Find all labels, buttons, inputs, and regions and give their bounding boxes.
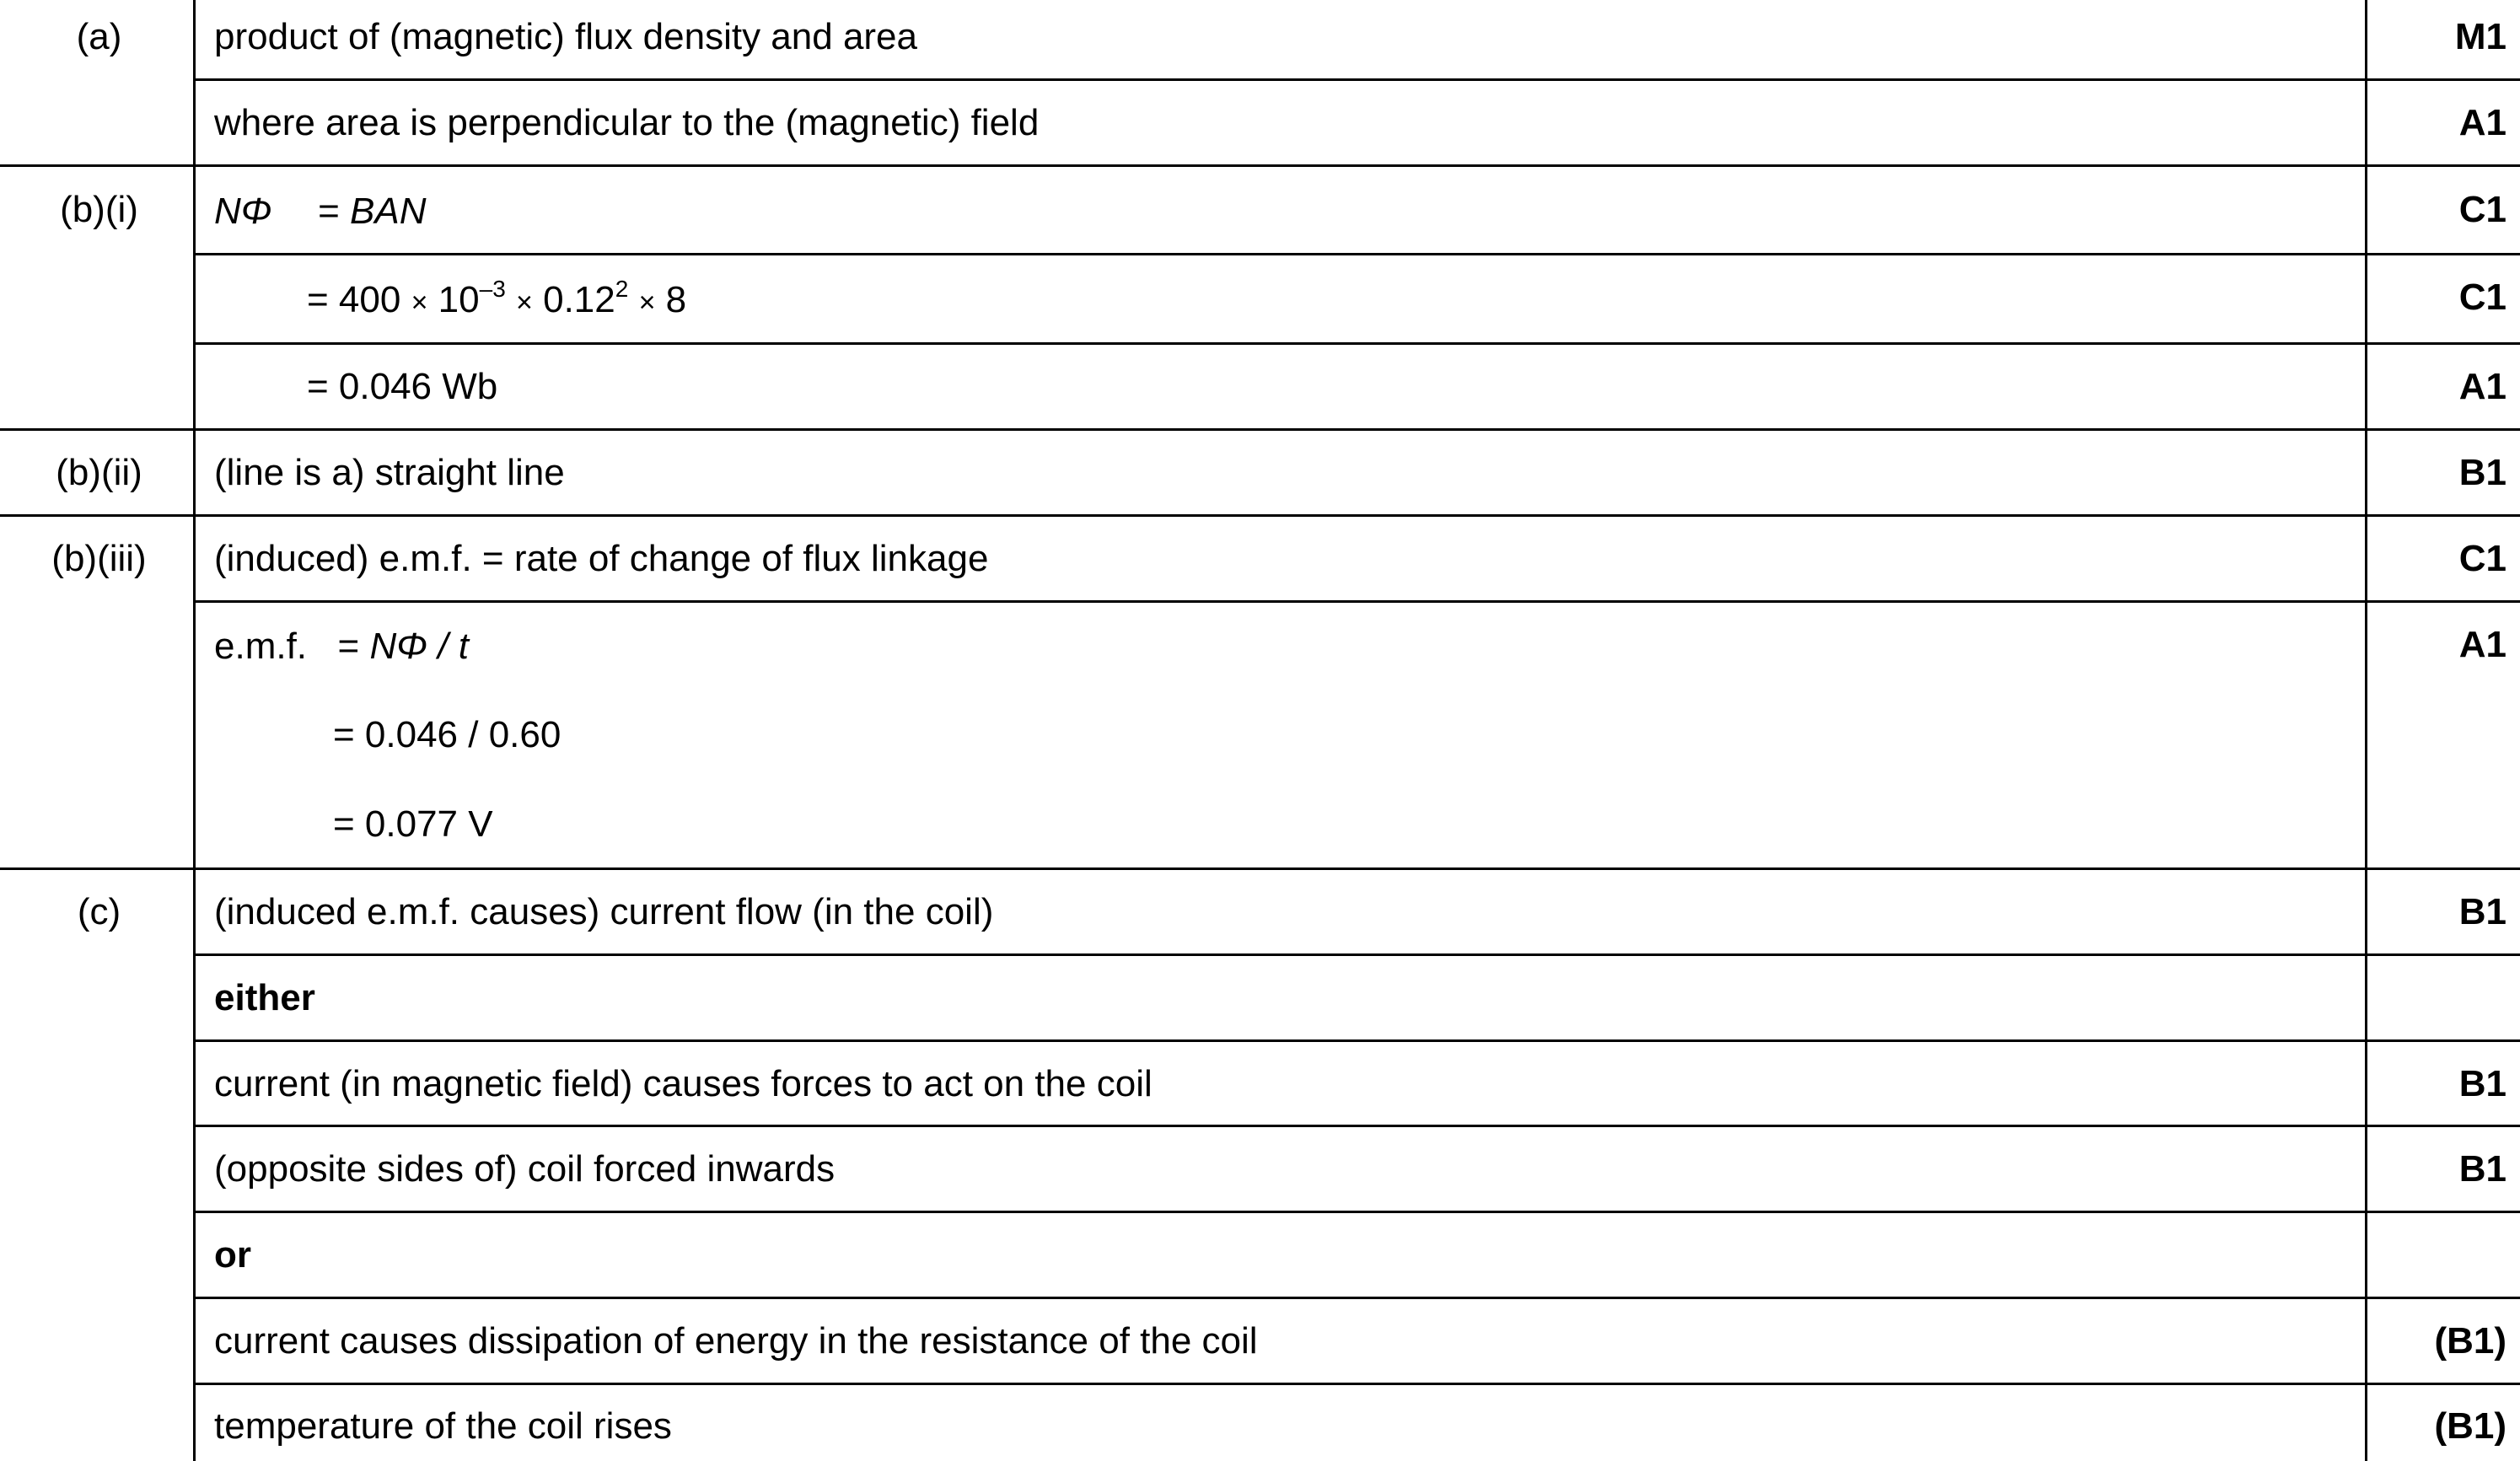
answer-line: (induced) e.m.f. = rate of change of flux linkage — [214, 538, 989, 579]
row-divider — [195, 253, 2520, 255]
answer-line: where area is perpendicular to the (magnetic) field — [214, 102, 1040, 143]
section-divider — [0, 164, 2520, 167]
question-label-a: (a) — [76, 16, 122, 57]
alternative-or: or — [214, 1234, 251, 1276]
alternative-either: either — [214, 977, 315, 1018]
section-divider — [0, 867, 2520, 870]
exponent: 2 — [615, 276, 629, 302]
times-sign: × — [516, 287, 533, 319]
mark-code: B1 — [2458, 1148, 2507, 1190]
mark-code: (B1) — [2434, 1320, 2507, 1362]
equals-sign: = — [337, 626, 360, 667]
mark-code: A1 — [2458, 624, 2507, 665]
answer-line: product of (magnetic) flux density and area — [214, 16, 918, 57]
row-divider — [195, 953, 2520, 956]
question-label-c: (c) — [77, 891, 121, 932]
calc-term: 10 — [438, 279, 480, 320]
mark-code: M1 — [2454, 16, 2507, 57]
times-sign: × — [411, 287, 428, 319]
calc-term: 0.12 — [543, 279, 615, 320]
answer-line: (opposite sides of) coil forced inwards — [214, 1148, 836, 1190]
flux-linkage-symbol: NΦ — [214, 191, 272, 232]
mark-code: B1 — [2458, 1063, 2507, 1104]
row-divider — [195, 1125, 2520, 1127]
calc-term: 8 — [665, 279, 687, 320]
mark-code: A1 — [2458, 366, 2507, 407]
question-label-bi: (b)(i) — [60, 189, 138, 230]
row-divider — [195, 1297, 2520, 1299]
answer-line-result: = 0.077 V — [333, 803, 493, 845]
answer-line: temperature of the coil rises — [214, 1405, 672, 1447]
formula-rhs: NΦ / t — [369, 626, 469, 667]
equals-sign: = — [318, 191, 340, 232]
mark-code: B1 — [2458, 452, 2507, 493]
question-label-biii: (b)(iii) — [51, 538, 147, 579]
answer-line-formula — [214, 628, 469, 665]
answer-line: current (in magnetic field) causes forces to act on the coil — [214, 1063, 1153, 1104]
calc-term: = 400 — [307, 279, 401, 320]
answer-line: (line is a) straight line — [214, 452, 565, 493]
formula-rhs: BAN — [350, 191, 427, 232]
mark-code: C1 — [2458, 189, 2507, 230]
column-divider-right — [2365, 0, 2367, 1461]
question-label-bii: (b)(ii) — [56, 452, 142, 493]
row-divider — [195, 78, 2520, 81]
exponent: –3 — [479, 276, 506, 302]
mark-code: C1 — [2458, 538, 2507, 579]
mark-code: B1 — [2458, 891, 2507, 932]
section-divider — [0, 514, 2520, 517]
answer-line-formula — [214, 193, 427, 230]
answer-line-calculation: = 0.046 / 0.60 — [333, 714, 561, 755]
answer-line: (induced e.m.f. causes) current flow (in the coil) — [214, 891, 994, 932]
mark-code: C1 — [2458, 277, 2507, 318]
mark-code: (B1) — [2434, 1405, 2507, 1447]
row-divider — [195, 342, 2520, 345]
section-divider — [0, 428, 2520, 431]
row-divider — [195, 600, 2520, 603]
times-sign: × — [638, 287, 656, 319]
answer-line-calculation — [214, 276, 687, 321]
mark-code: A1 — [2458, 102, 2507, 143]
row-divider — [195, 1039, 2520, 1042]
row-divider — [195, 1383, 2520, 1385]
answer-line: current causes dissipation of energy in the resistance of the coil — [214, 1320, 1258, 1362]
emf-label: e.m.f. — [214, 626, 308, 667]
row-divider — [195, 1211, 2520, 1213]
answer-line-result: = 0.046 Wb — [307, 366, 498, 407]
